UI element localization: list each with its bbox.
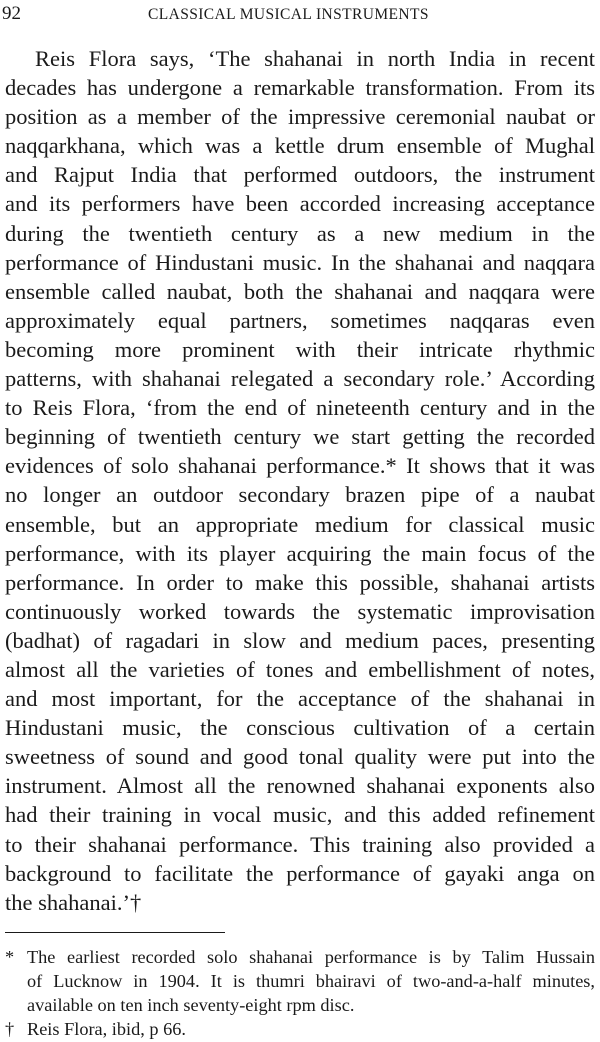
page-number: 92	[2, 3, 21, 24]
body-line: position as a member of the impressive ceremonial naubat or	[5, 104, 595, 130]
body-line: no longer an outdoor secondary brazen pipe of a naubat	[5, 482, 595, 508]
body-line: ensemble, but an appropriate medium for classical music	[5, 511, 595, 537]
body-line: and Rajput India that performed outdoors, the instrument	[5, 162, 595, 188]
footnote-line: available on ten inch seventy-eight rpm disc.	[27, 995, 355, 1015]
body-line: patterns, with shahanai relegated a secondary role.’ According	[5, 366, 595, 392]
body-line: Reis Flora says, ‘The shahanai in north India in recent	[35, 46, 595, 71]
footnote-mark: *	[5, 947, 15, 967]
body-line: evidences of solo shahanai performance.* It shows that it was	[5, 453, 595, 479]
body-line: instrument. Almost all the renowned shahanai exponents also	[5, 773, 595, 799]
footnote	[5, 1017, 595, 1041]
body-line: approximately equal partners, sometimes naqqaras even	[5, 307, 595, 333]
body-line: background to facilitate the performance of gayaki anga on	[5, 860, 595, 886]
body-line: becoming more prominent with their intricate rhythmic	[5, 336, 595, 362]
body-text	[5, 44, 595, 917]
footnotes	[5, 945, 595, 1041]
body-line: to their shahanai performance. This training also provided a	[5, 831, 595, 857]
body-line: had their training in vocal music, and this added refinement	[5, 802, 595, 828]
body-line: continuously worked towards the systematic improvisation	[5, 598, 595, 624]
body-line: performance, with its player acquiring the main focus of the	[5, 540, 595, 566]
footnote-mark: †	[5, 1019, 15, 1039]
body-line: performance. In order to make this possible, shahanai artists	[5, 569, 595, 595]
body-line: sweetness of sound and good tonal quality were put into the	[5, 744, 595, 770]
body-line: performance of Hindustani music. In the shahanai and naqqara	[5, 249, 595, 275]
page-header	[2, 4, 592, 28]
body-line: during the twentieth century as a new medium in the	[5, 220, 595, 246]
running-head: CLASSICAL MUSICAL INSTRUMENTS	[148, 6, 429, 23]
footnote	[5, 945, 595, 1017]
body-line: and most important, for the acceptance of the shahanai in	[5, 686, 595, 712]
footnote-line: The earliest recorded solo shahanai performance is by Talim Hussain	[27, 947, 595, 967]
body-line: and its performers have been accorded increasing acceptance	[5, 191, 595, 217]
footnote-rule	[5, 932, 225, 933]
body-line: the shahanai.’†	[5, 889, 142, 915]
body-line: naqqarkhana, which was a kettle drum ensemble of Mughal	[5, 133, 595, 159]
body-line: ensemble called naubat, both the shahanai and naqqara were	[5, 278, 595, 304]
body-line: beginning of twentieth century we start getting the recorded	[5, 424, 595, 450]
footnote-line: of Lucknow in 1904. It is thumri bhairavi of two-and-a-half minutes,	[27, 971, 595, 991]
body-line: Hindustani music, the conscious cultivation of a certain	[5, 715, 595, 741]
body-line: (badhat) of ragadari in slow and medium paces, presenting	[5, 627, 595, 653]
body-line: decades has undergone a remarkable transformation. From its	[5, 75, 595, 101]
body-line: to Reis Flora, ‘from the end of nineteenth century and in the	[5, 395, 595, 421]
body-line: almost all the varieties of tones and embellishment of notes,	[5, 656, 595, 682]
footnote-line: Reis Flora, ibid, p 66.	[27, 1019, 186, 1039]
